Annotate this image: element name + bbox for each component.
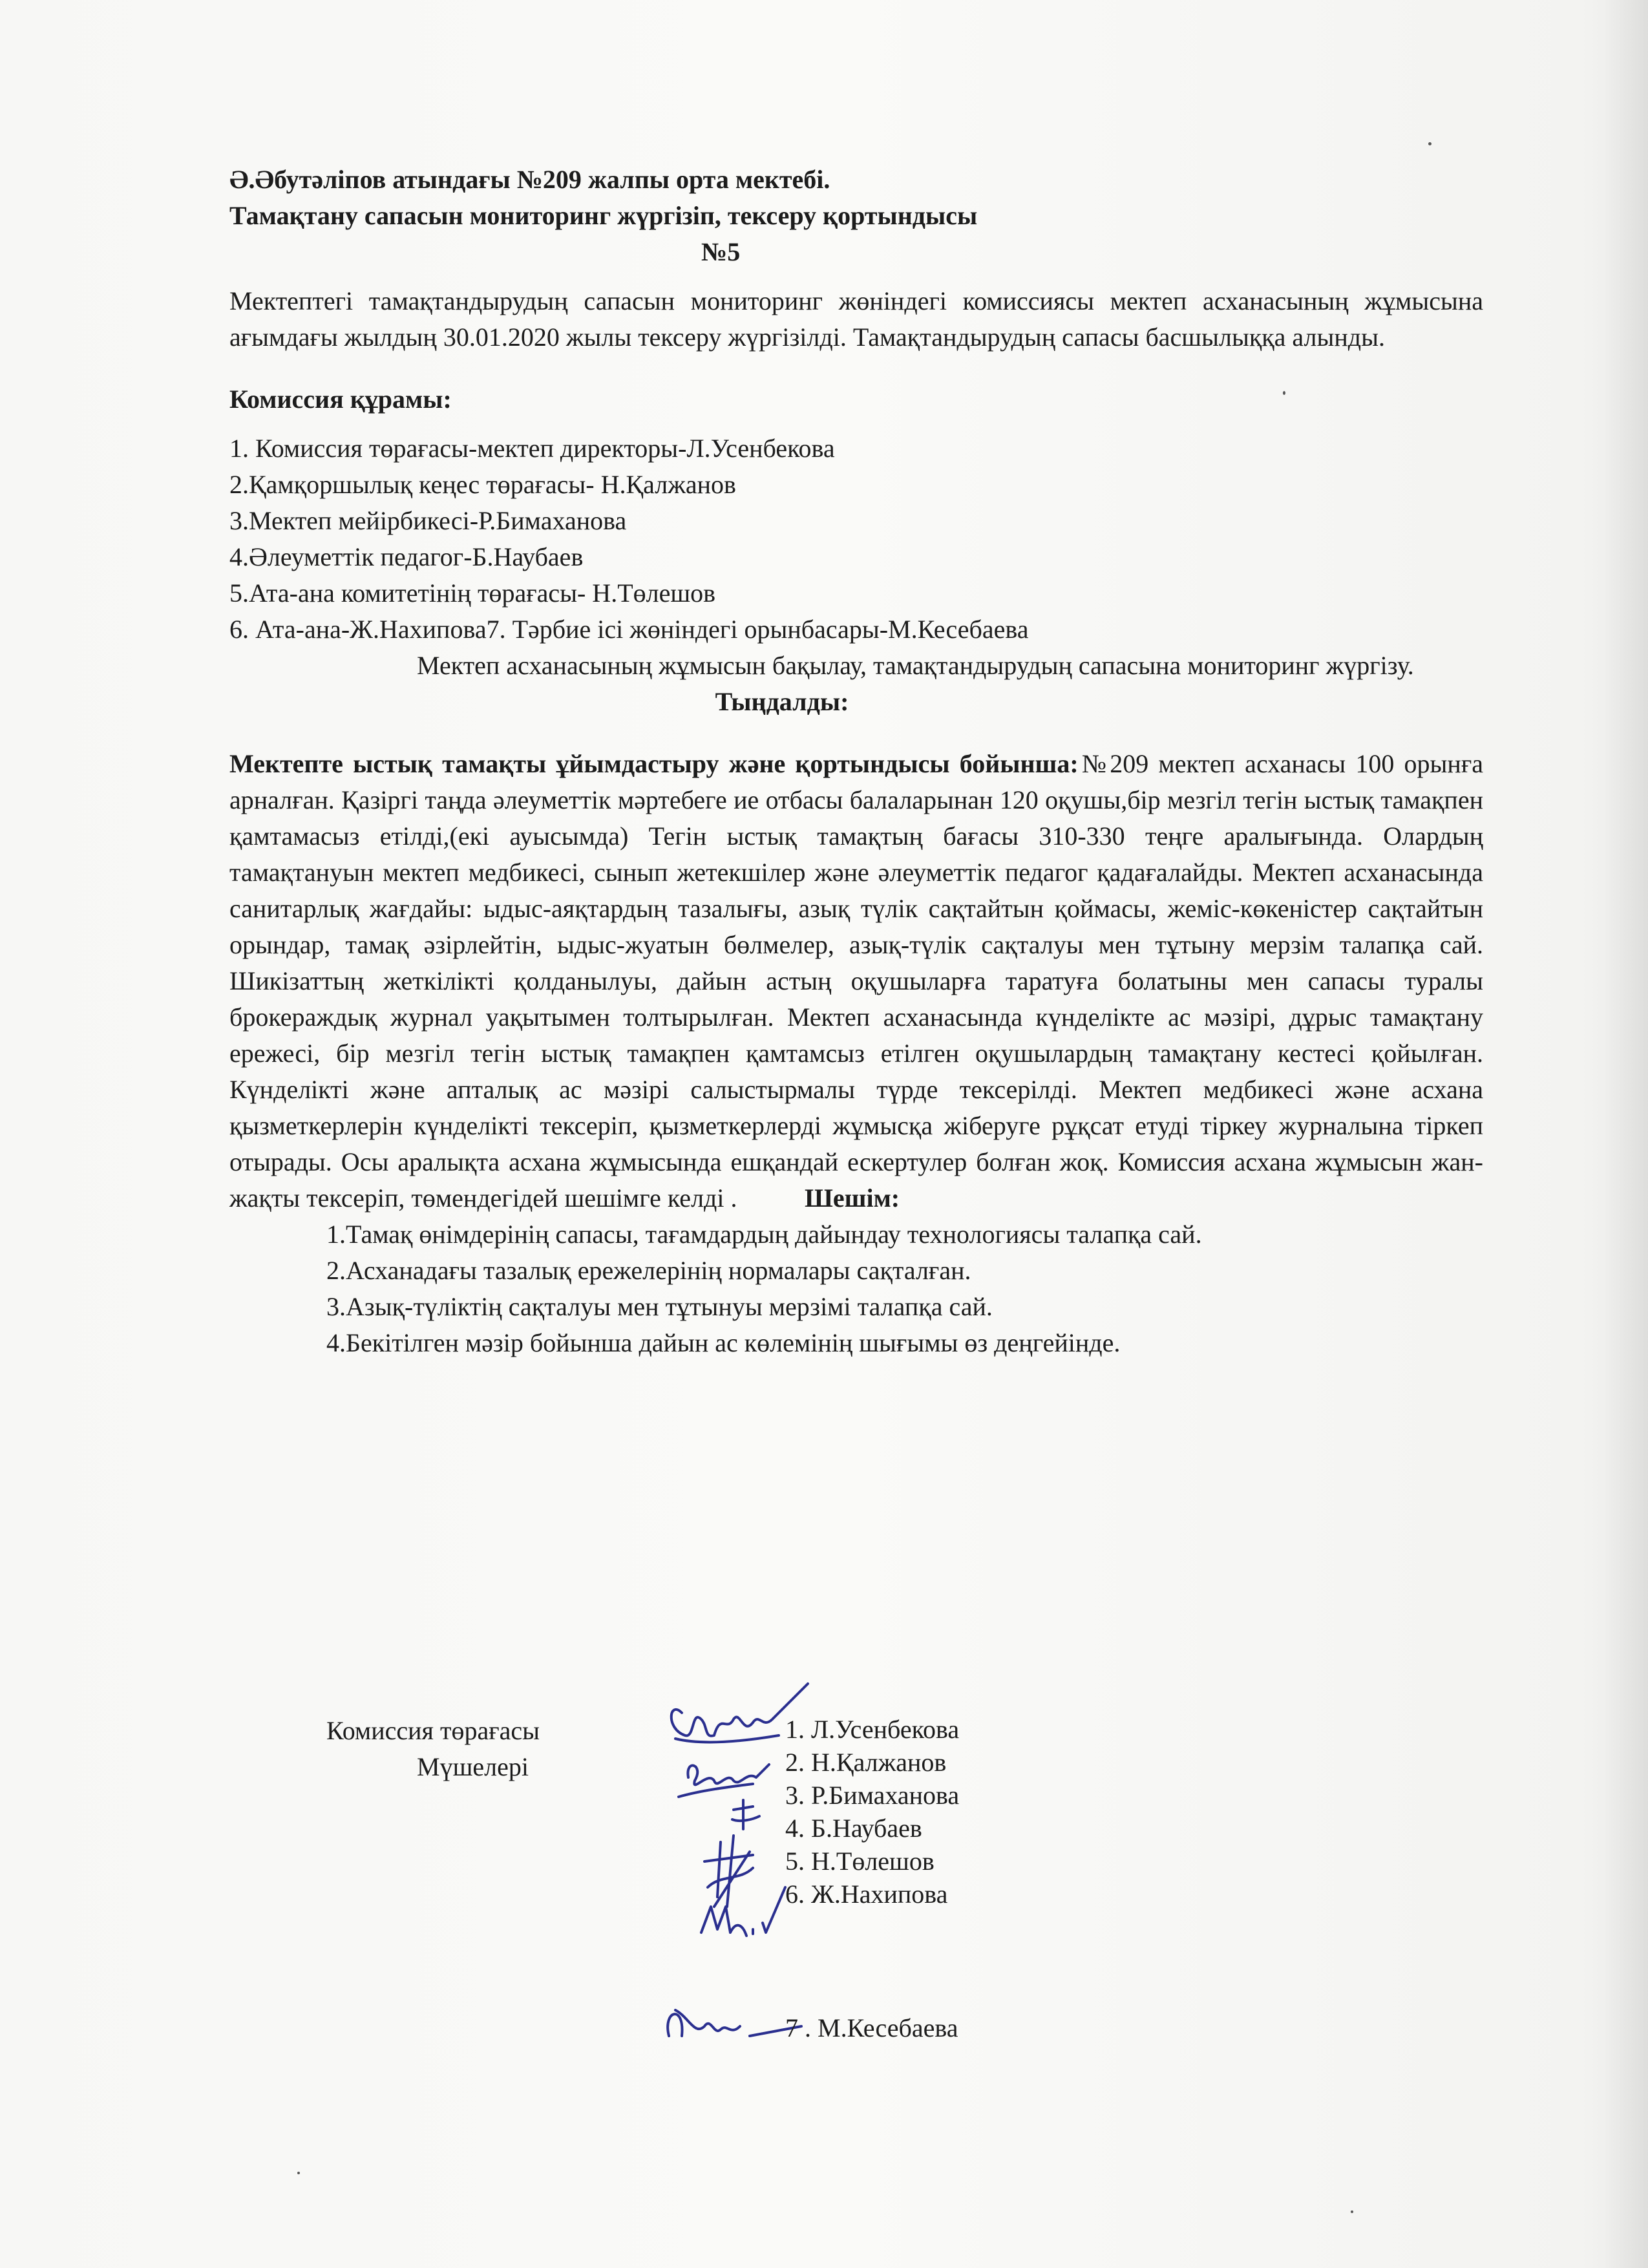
chair-label: Комиссия төрағасы xyxy=(326,1716,540,1745)
document-number: №5 xyxy=(701,237,741,266)
scan-speck xyxy=(1351,2210,1353,2213)
signatory-name: 1. Л.Усенбекова xyxy=(785,1715,960,1744)
commission-member: 4.Әлеуметтік педагог-Б.Наубаев xyxy=(229,542,584,571)
commission-member: 5.Ата-ана комитетінің төрағасы- Н.Төлешов xyxy=(229,578,716,608)
members-label: Мүшелері xyxy=(417,1752,529,1781)
listened-title: Тыңдалды: xyxy=(715,687,849,716)
school-name: Ә.Әбутәліпов атындағы №209 жалпы орта мектебі. xyxy=(229,165,830,194)
commission-members-list xyxy=(229,430,1483,648)
signatory-name: 5. Н.Төлешов xyxy=(785,1847,935,1876)
signatory-names xyxy=(785,1713,959,1911)
intro-paragraph: Мектептегі тамақтандырудың сапасын мониторинг жөніндегі комиссиясы мектеп асханасының жұмысына ағымдағы жылдың 30.01.2020 жылы тексеру жүргізілді. Тамақтандырудың сапасы басшылыққа алынды. xyxy=(229,286,1483,352)
listened-body: №209 мектеп асханасы 100 орынға арналған. Қазіргі таңда әлеуметтік мәртебеге ие отбасы балаларынан 120 оқушы,бір мезгіл тегін ыстық тамақпен қамтамасыз етілді,(екі ауысымда) Тегін ыстық тамақтың бағасы 310-330 теңге аралығында. Олардың тамақтануын мектеп медбикесі, сынып жетекшілер және әлеуметтік педагог қадағалайды. Мектеп асханасында санитарлық жағдайы: ыдыс-аяқтардың тазалығы, азық түлік сақтайтын қоймасы, жеміс-көкеністер сақтайтын орындар, тамақ әзірлейтін, ыдыс-жуатын бөлмелер, азық-түлік сақталуы мен тұтыну мерзім талапқа сай. Шикізаттың жеткілікті қолданылуы, дайын астың оқушыларға таратуға болатыны мен сапасы туралы брокераждық журнал уақытымен толтырылған. Мектеп асханасында күнделікте ас мәзірі, дұрыс тамақтану ережесі, бір мезгіл тегін ыстық тамақпен қамтамсыз етілген оқушылардың тамақтану кестесі қойылған. Күнделікті және апталық ас мәзірі салыстырмалы түрде тексерілді. Мектеп медбикесі және асхана қызметкерлерін күнделікті тексеріп, қызметкерлерді жұмысқа жіберуге рұқсат етуді тіркеу журналына тіркеп отырады. Осы аралықта асхана жұмысында ешқандай ескертулер болған жоқ. Комиссия асхана жұмысын жан-жақты тексеріп, төмендегідей шешімге келді . xyxy=(229,749,1483,1213)
decision-item: 4.Бекітілген мәзір бойынша дайын ас көлемінің шығымы өз деңгейінде. xyxy=(326,1328,1121,1357)
commission-member: 6. Ата-ана-Ж.Нахипова7. Тәрбие ісі жөніндегі орынбасары-М.Кесебаева xyxy=(229,615,1029,644)
document-title: Тамақтану сапасын мониторинг жүргізіп, тексеру қортындысы xyxy=(229,201,978,230)
signatory-name: 6. Ж.Нахипова xyxy=(785,1880,948,1909)
listened-lead: Мектепте ыстық тамақты ұйымдастыру және қортындысы бойынша: xyxy=(229,749,1079,778)
commission-member: 2.Қамқоршылық кеңес төрағасы- Н.Қалжанов xyxy=(229,470,736,499)
decision-item: 1.Тамақ өнімдерінің сапасы, тағамдардың дайындау технологиясы талапқа сай. xyxy=(326,1220,1202,1249)
signatory-name: 4. Б.Наубаев xyxy=(785,1814,922,1843)
agenda-text: Мектеп асханасының жұмысын бақылау, тамақтандырудың сапасына мониторинг жүргізу. xyxy=(417,651,1414,680)
scan-speck xyxy=(1428,142,1431,145)
decision-list xyxy=(229,1216,1483,1361)
page-edge-shadow xyxy=(1603,0,1648,2268)
scan-speck xyxy=(297,2172,300,2174)
signatory-name-last: 7 . М.Кесебаева xyxy=(785,2013,958,2042)
listened-paragraph xyxy=(229,746,1483,1216)
signature-block xyxy=(229,1700,1457,2062)
commission-member: 1. Комиссия төрағасы-мектеп директоры-Л.Усенбекова xyxy=(229,434,835,463)
signatory-name: 2. Н.Қалжанов xyxy=(785,1748,947,1777)
decision-title: Шешім: xyxy=(805,1183,900,1213)
decision-item: 2.Асханадағы тазалық ережелерінің нормалары сақталған. xyxy=(326,1256,971,1285)
commission-title: Комиссия құрамы: xyxy=(229,385,452,414)
document-body xyxy=(229,162,1483,1361)
signature-labels xyxy=(326,1713,540,1785)
commission-member: 3.Мектеп мейірбикесі-Р.Бимаханова xyxy=(229,506,627,535)
signatory-name: 3. Р.Бимаханова xyxy=(785,1781,960,1810)
decision-item: 3.Азық-түліктің сақталуы мен тұтынуы мерзімі талапқа сай. xyxy=(326,1292,993,1321)
